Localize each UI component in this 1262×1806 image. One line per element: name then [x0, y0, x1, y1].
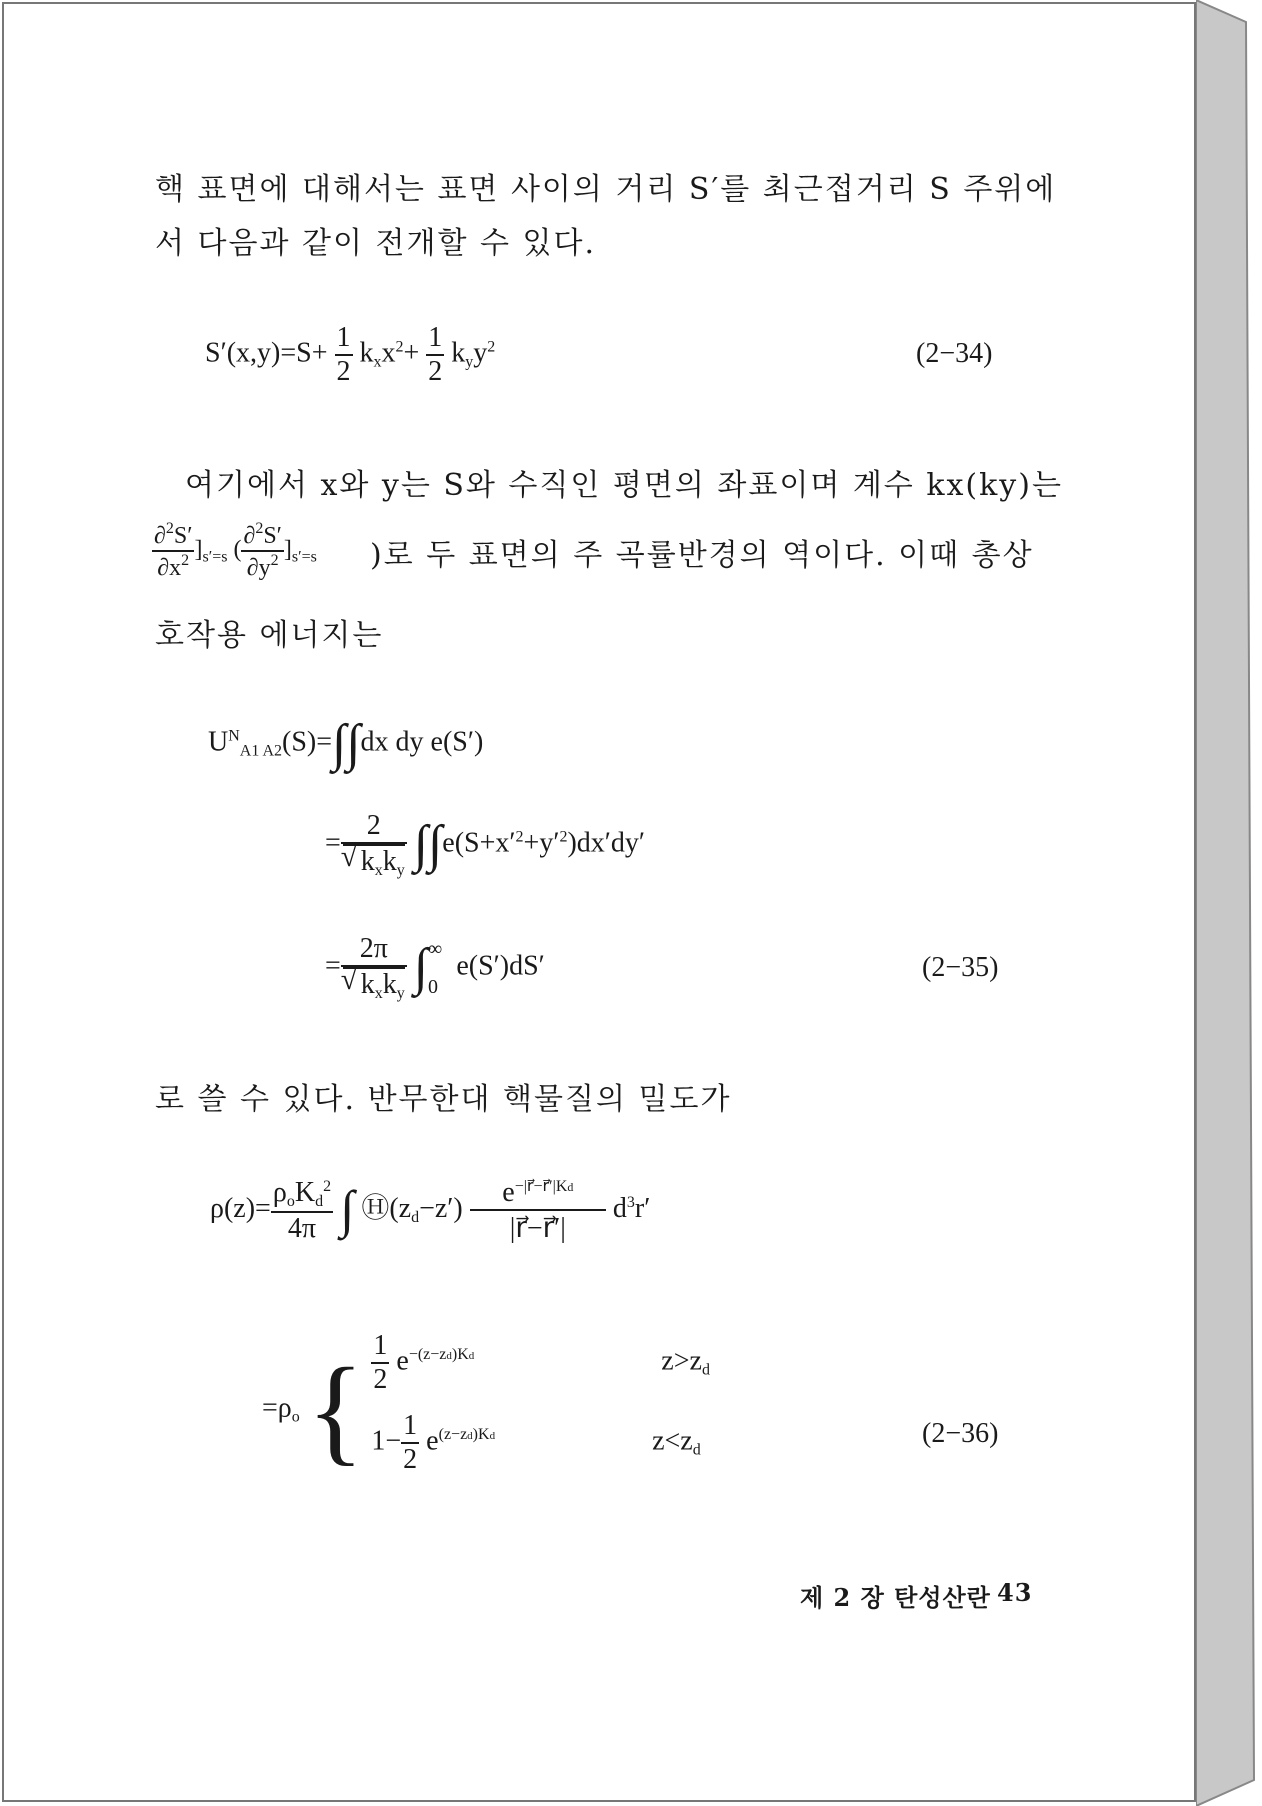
- paragraph-2-line-2: )로 두 표면의 주 곡률반경의 역이다. 이때 총상: [370, 538, 1034, 573]
- equation-2-34: S′(x,y)=S+ $\frac{1}{2}$ $k_xx^2+$ $\frac{1}{2}$ $k_yy^2$: [205, 322, 496, 387]
- paragraph-2-line-1: 여기에서 x와 y는 S와 수직인 평면의 좌표이며 계수 kx(ky)는: [185, 468, 1063, 503]
- page-border: [2, 2, 1196, 1802]
- equation-2-35-line-2: = 2 √ $k_xk_y$ $\int\int e(S+x'^2+y'^2)dx'dy'$: [325, 810, 645, 880]
- equation-2-34-number: (2−34): [916, 338, 993, 369]
- page-side-edge: [1196, 0, 1262, 1806]
- equation-2-35-number: (2−35): [922, 952, 999, 983]
- paragraph-1-line-1: 핵 표면에 대해서는 표면 사이의 거리 S′를 최근접거리 S 주위에: [155, 172, 1057, 207]
- chapter-footer: 제 2 장 탄성산란: [800, 1583, 991, 1612]
- equation-2-35-line-1: $U^N_{A1 A2}(S)=\int\int dx$ dy e(S′): [208, 715, 484, 772]
- page-number: 43: [997, 1578, 1033, 1607]
- equation-2-36-cases: $=\rho_o$ { $\frac{1}{2}$ $e^{-(z-zd)Kd}$ $z>z_d$ 1− $\frac{1}{2}$ $e^{(z-zd)Kd}$ $z<z_d$: [262, 1330, 710, 1476]
- equation-2-36-line-1: ρ(z)= $\frac{\rho_oK_d^2}{4\pi}$ ∫ $Ⓗ(z_d-z')$ $\frac{e^{-|r⃗-r⃗'|Kd}}{|r⃗-r⃗'|}$ $d^3r'$: [210, 1176, 651, 1244]
- paragraph-2-line-3: 호작용 에너지는: [155, 618, 384, 653]
- paragraph-1-line-2: 서 다음과 같이 전개할 수 있다.: [155, 226, 596, 261]
- curvature-derivatives: $\frac{\partial^2S'}{\partial x^2}$ ]$_{s'=s}$ ( $\frac{\partial^2S'}{\partial y^2}$ ]$_{s'=s}$: [154, 520, 317, 581]
- equation-2-35-line-3: = 2π √ $k_xk_y$ ∫ ∞ 0 e(S′)dS′: [325, 930, 545, 1006]
- equation-2-36-number: (2−36): [922, 1418, 999, 1449]
- paragraph-3-line-1: 로 쓸 수 있다. 반무한대 핵물질의 밀도가: [155, 1082, 732, 1117]
